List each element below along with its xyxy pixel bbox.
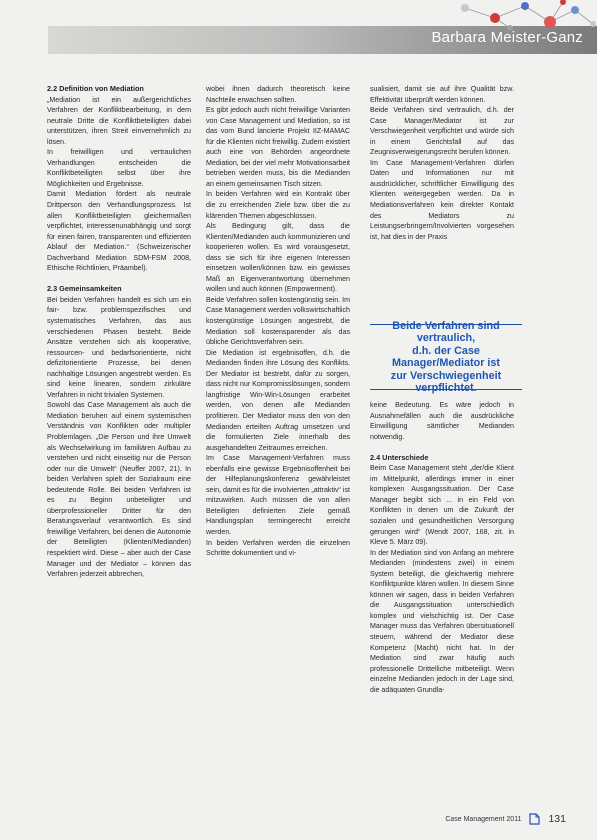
column-1 — [47, 84, 191, 580]
page-number: 131 — [548, 813, 566, 825]
paragraph: Die Mediation ist ergebnisoffen, d.h. die Medianden finden ihre Lösung des Konflikts. Der Mediator ist bestrebt, dafür zu sorgen, dass nicht nur Kompromisslösungen, sondern langfristige Win-Win-Lösungen erarbeitet werden, von denen alle Medianden profitieren. Der Mediator muss den von den Medianden erteilten Auftrag umsetzen und die formulierten Ziele innerhalb des ausgehandelten Zeitraumes erreichen. — [206, 348, 350, 452]
paragraph: keine Bedeutung. Es wäre jedoch in Ausnahmefällen auch die ausdrückliche Einwilligung sämtlicher Medianden notwendig. — [370, 401, 514, 441]
column-2 — [206, 84, 350, 559]
paragraph: Im Case Management-Verfahren muss ebenfalls eine gewisse Ergebnisoffenheit bei der Hilfeplanungskonferenz gewährleistet sein, damit es für die involvierten „attraktiv“ ist mitzuwirken. Auch müssen die von allen Beteiligten definierten Ziele gemäß Handlungsplan termingerecht erreicht werden. — [206, 454, 350, 536]
column-3-top — [370, 84, 514, 242]
paragraph: Es gibt jedoch auch nicht freiwillige Varianten von Case Management und Mediation, so ist das vom Bund lancierte Projekt IIZ-MAMAC für die Klienten nicht freiwillig. Zudem existiert auch eine von Behörden angeordnete Mediation, bei der viel mehr Motivationsarbeit betrieben werden muss, bis die Medianden an einem gemeinsamen Tisch sitzen. — [206, 106, 350, 188]
paragraph: Damit Mediation fördert als neutrale Drittperson den Verhandlungsprozess. Ist allen Konfliktbeteiligten gleichermaßen verpflichtet, interessenunabhängig und sorgt für einen fairen, transparenten und effizienten Ablauf der Mediation.“ (Schweizerischer Dachverband Mediation SDM-FSM 2008, Ethische Richtlinien, Präambel). — [47, 190, 191, 273]
heading-differences: 2.4 Unterschiede — [370, 452, 429, 462]
column-3-bottom — [370, 400, 514, 695]
author-name: Barbara Meister-Ganz — [431, 29, 583, 46]
heading-definition: 2.2 Definition von Mediation — [47, 84, 144, 93]
page-corner-icon — [529, 813, 540, 825]
paragraph: wobei ihnen dadurch theoretisch keine Nachteile erwachsen sollten. — [206, 85, 350, 104]
paragraph: In beiden Verfahren wird ein Kontrakt über die zu erreichenden Ziele bzw. über die zu klärenden Themen abgeschlossen. — [206, 190, 350, 220]
paragraph: Beim Case Management steht „der/die Klient im Mittelpunkt, allerdings immer in einer komplexen Ausgangssituation. Der Case Manager begibt sich ... in ein Feld von Konflikten in denen um die Zukunft der sozialen und gesundheitlichen Versorgung gerungen wird“ (Wendt 2007, 168, zit. in Kleve 5. März 09). — [370, 464, 514, 547]
paragraph: In beiden Verfahren werden die einzelnen Schritte dokumentiert und vi- — [206, 538, 350, 558]
pull-quote — [370, 319, 522, 394]
header-bar — [48, 26, 597, 54]
paragraph: In der Mediation sind von Anfang an mehrere Medianden (mindestens zwei) in einem System beteiligt, die gleichwertig mehrere Konfliktpunkte klären wollen. In diesem Sinne können wir sagen, dass in beiden Verfahren die Ausgangssituation unterschiedlich komplex und vielschichtig ist. Der Case Manager muss das Verfahren übersituationell steuern, während der Mediator diese Kompetenz (Macht) nicht hat. In der Mediation sind zwar häufig auch professionelle Drittelliche mitbeteiligt. Wenn einzelne Medianden jedoch in der Lage sind, die adäquaten Grundla- — [370, 548, 514, 694]
page-footer — [445, 813, 566, 825]
paragraph: sualisiert, damit sie auf ihre Qualität bzw. Effektivität überprüft werden können. — [370, 85, 514, 104]
paragraph: In freiwilligen und vertraulichen Verhandlungen entscheiden die Konfliktbeteiligten selbst über ihre Möglichkeiten und Ergebnisse. — [47, 148, 191, 188]
pull-quote-text: Beide Verfahren sind vertraulich, d.h. der Case Manager/Mediator ist zur Verschwiegenheit verpflichtet. — [390, 319, 502, 394]
journal-name: Case Management 2011 — [445, 815, 522, 823]
heading-common: 2.3 Gemeinsamkeiten — [47, 284, 122, 294]
paragraph: Als Bedingung gilt, dass die Klienten/Medianden auch kommunizieren und kooperieren wollen. Es wird vorausgesetzt, dass sie sich für ihre eigenen Interessen einsetzen wollen/können bzw. ein gewisses Maß an Eigenverantwortung übernehmen wollen und auch können (Empowerment). — [206, 222, 350, 294]
paragraph: Sowohl das Case Management als auch die Mediation beruhen auf einem systemischen Verständnis von Konflikten oder multipler Problemlagen. „Die Person und ihre Umwelt als Wechselwirkung im familiären Aufbau zu verstehen und nicht einseitig nur die Person oder nur die Umwelt“ (Neuffer 2007, 21). In beiden Verfahren spielt der Sozialraum eine bedeutende Rolle. Bei beiden Verfahren ist es zu Beginn unbeteiligter und überprofessioneller Dritter für den Beratungsverlauf verantwortlich. Es sind freiwillige Verfahren, bei denen die Autonomie der Beteiligten (Klienten/Medianden) respektiert wird. Diese – aber auch der Case Manager und der Mediator – können das Verfahren jederzeit abbrechen, — [47, 401, 191, 579]
paragraph: Im Case Management-Verfahren dürfen Daten und Informationen nur mit ausdrücklicher, schriftlicher Einwilligung des Klienten weitergegeben werden. Da in Mediationsverfahren kein direkter Kontakt des Mediators zu Leistungserbringern/Involvierten vorgesehen ist, hat dies in der Praxis — [370, 158, 514, 241]
paragraph: „Mediation ist ein außergerichtliches Verfahren der Konfliktbearbeitung, in dem neutrale Dritte die Konfliktbeteiligten dabei unterstützen, ihren Streit einvernehmlich zu lösen. — [47, 95, 191, 146]
paragraph: Beide Verfahren sind vertraulich, d.h. der Case Manager/Mediator ist zur Verschwiegenheit verpflichtet und würde sich in einem Gerichtsfall auf das Zeugnisverweigerungsrecht berufen können. — [370, 106, 514, 157]
molecule-graphic — [455, 0, 597, 30]
paragraph: Bei beiden Verfahren handelt es sich um ein fair- bzw. problemspezifisches und systematisches Verfahren, das aus verschiedenen Phasen besteht. Beide Ansätze verstehen sich als kooperative, ressourcen- und bedarfsorientierte, nicht defizitorientierte Prozesse, bei denen nachhaltige Lösungen angestrebt werden. Es sind keine linearen, sondern zirkuläre Verfahren in nicht trivialen Systemen. — [47, 295, 191, 399]
paragraph: Beide Verfahren sollen kostengünstig sein. Im Case Management werden volkswirtschaftlich kostengünstige Lösungen angestrebt, die Mediation soll kostensparender als das übliche Gerichtsverfahren sein. — [206, 295, 350, 347]
